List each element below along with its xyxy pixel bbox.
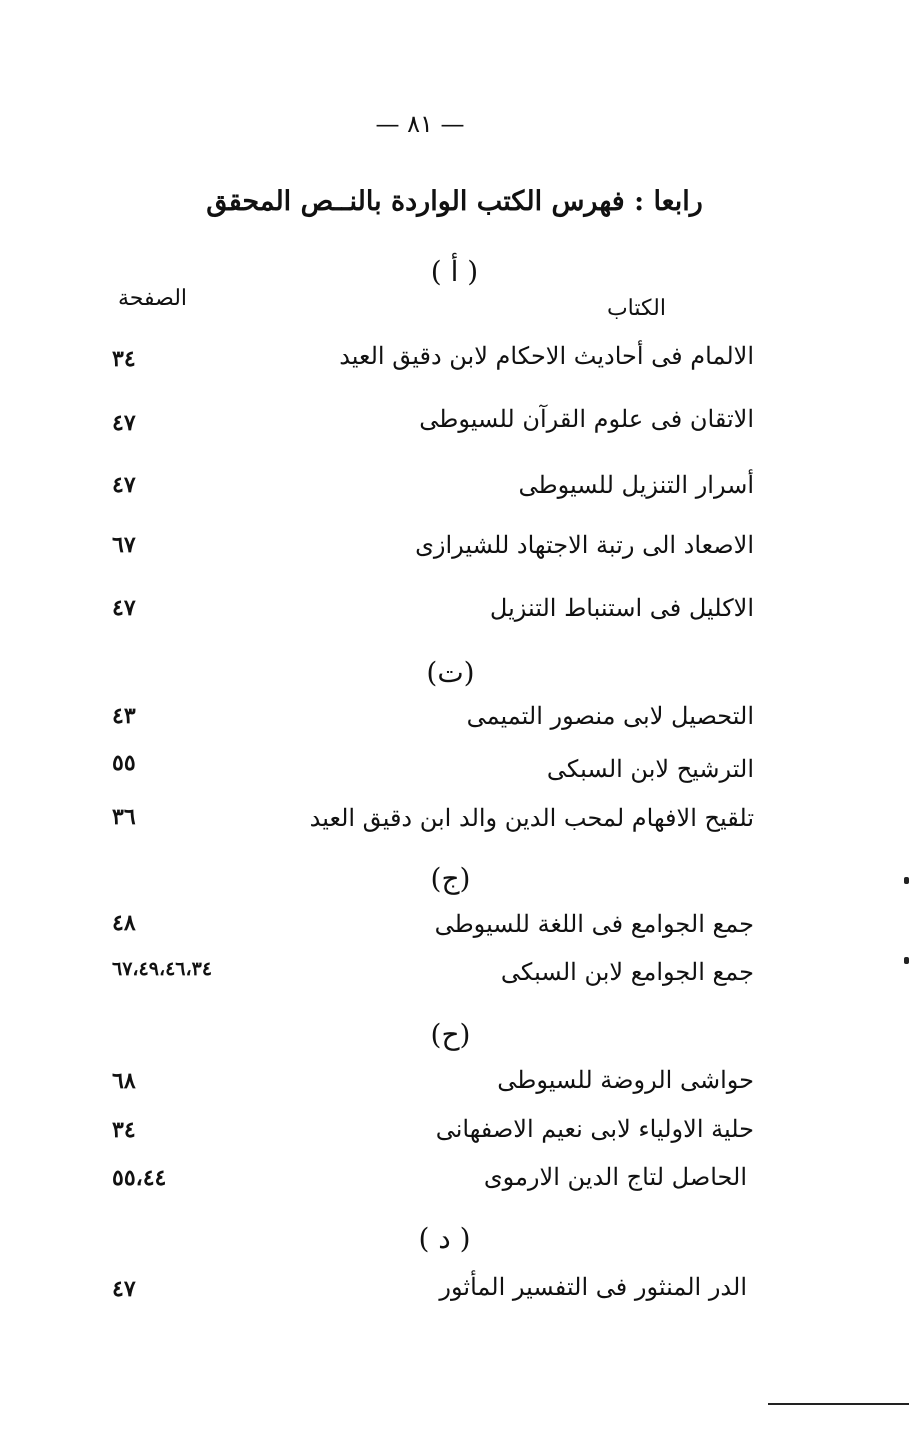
section-letter-ta: (ت): [426, 656, 475, 689]
section-letter-jim: (ج): [430, 862, 471, 895]
book-title: جمع الجوامع لابن السبكى: [500, 958, 754, 986]
page-reference: ٥٥،٤٤: [112, 1165, 167, 1191]
page-reference: ٣٤: [112, 346, 136, 372]
page-reference: ٣٤: [112, 1117, 136, 1143]
page-reference: ٦٧،٤٩،٤٦،٣٤: [112, 958, 213, 980]
book-title: الالمام فى أحاديث الاحكام لابن دقيق العيد: [339, 342, 754, 370]
book-title: تلقيح الافهام لمحب الدين والد ابن دقيق العيد: [309, 804, 754, 832]
book-title: حلية الاولياء لابى نعيم الاصفهانى: [435, 1115, 754, 1143]
column-header-book: الكتاب: [606, 296, 666, 321]
book-title: الاكليل فى استنباط التنزيل: [489, 594, 754, 622]
book-title: أسرار التنزيل للسيوطى: [518, 471, 754, 499]
book-title: الدر المنثور فى التفسير المأثور: [439, 1273, 747, 1301]
book-title: التحصيل لابى منصور التميمى: [466, 702, 754, 730]
book-title: الترشيح لابن السبكى: [546, 755, 754, 783]
book-title: الحاصل لتاج الدين الارموى: [483, 1163, 747, 1191]
page-reference: ٤٣: [112, 703, 136, 729]
page-reference: ٦٨: [112, 1068, 136, 1094]
page-title: رابعا : فهرس الكتب الواردة بالنــص المحقق: [206, 186, 703, 217]
page-reference: ٤٧: [112, 410, 136, 436]
book-title: حواشى الروضة للسيوطى: [497, 1066, 754, 1094]
book-title: الاتقان فى علوم القرآن للسيوطى: [419, 405, 754, 433]
page-reference: ٥٥: [112, 750, 136, 776]
section-letter-alif: ( أ ): [430, 255, 479, 288]
page-number: — ٨١ —: [375, 110, 465, 138]
page-reference: ٤٧: [112, 1276, 136, 1302]
book-title: جمع الجوامع فى اللغة للسيوطى: [434, 910, 754, 938]
page-reference: ٣٦: [112, 804, 136, 830]
footer-rule: [768, 1403, 909, 1405]
page-reference: ٦٧: [112, 532, 136, 558]
column-header-page: الصفحة: [118, 286, 188, 311]
page-reference: ٤٨: [112, 910, 136, 936]
page-reference: ٤٧: [112, 595, 136, 621]
scan-mark: [904, 957, 909, 964]
scan-mark: [904, 877, 909, 884]
book-title: الاصعاد الى رتبة الاجتهاد للشيرازى: [415, 531, 754, 559]
section-letter-ha: (ح): [430, 1018, 471, 1051]
section-letter-dal: ( د ): [418, 1222, 471, 1255]
page-reference: ٤٧: [112, 472, 136, 498]
